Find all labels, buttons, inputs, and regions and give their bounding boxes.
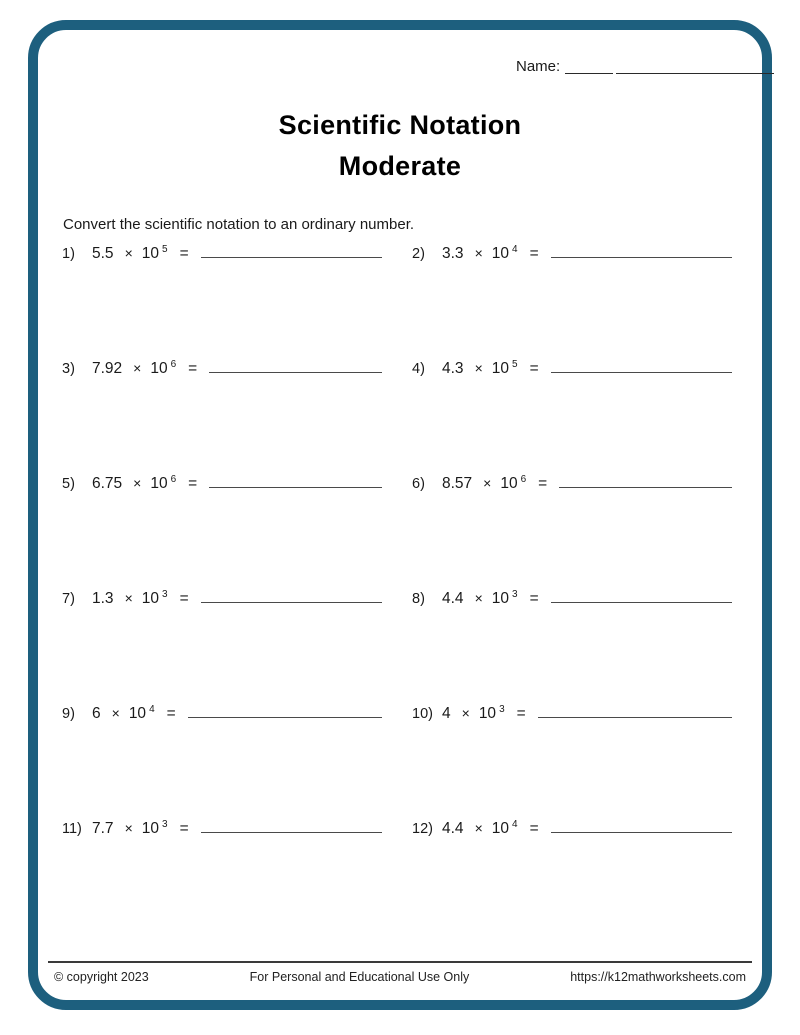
problem-coefficient: 3.3	[442, 245, 464, 262]
problem-coefficient: 4.4	[442, 590, 464, 607]
base-ten: 10	[141, 590, 159, 607]
answer-blank[interactable]	[209, 487, 382, 488]
equals-sign: =	[538, 475, 548, 492]
base-ten: 10	[491, 590, 509, 607]
problem-number: 4)	[412, 361, 425, 377]
footer	[48, 961, 752, 984]
answer-blank[interactable]	[551, 257, 732, 258]
problem-item	[62, 359, 382, 474]
answer-blank[interactable]	[538, 717, 732, 718]
problem-number: 8)	[412, 591, 425, 607]
footer-divider	[48, 961, 752, 963]
answer-blank[interactable]	[201, 602, 382, 603]
equals-sign: =	[529, 245, 539, 262]
name-blank[interactable]	[616, 73, 774, 74]
multiplication-sign: ×	[111, 705, 120, 721]
problem-number: 5)	[62, 476, 75, 492]
worksheet-title	[0, 105, 800, 187]
problem-exponent: 3	[162, 589, 168, 600]
equals-sign: =	[529, 820, 539, 837]
base-ten: 10	[150, 360, 168, 377]
problem-item	[62, 704, 382, 819]
equals-sign: =	[529, 590, 539, 607]
instruction-text: Convert the scientific notation to an ordinary number.	[63, 216, 415, 233]
multiplication-sign: ×	[124, 245, 133, 261]
problem-item	[62, 474, 382, 589]
base-ten: 10	[491, 360, 509, 377]
multiplication-sign: ×	[124, 590, 133, 606]
problem-coefficient: 5.5	[92, 245, 114, 262]
base-ten: 10	[491, 245, 509, 262]
multiplication-sign: ×	[474, 360, 483, 376]
problem-number: 9)	[62, 706, 75, 722]
equals-sign: =	[166, 705, 176, 722]
problem-coefficient: 4	[442, 705, 451, 722]
problem-coefficient: 4.3	[442, 360, 464, 377]
problem-number: 12)	[412, 821, 433, 837]
equals-sign: =	[516, 705, 526, 722]
multiplication-sign: ×	[133, 475, 142, 491]
problem-number: 1)	[62, 246, 75, 262]
problem-number: 6)	[412, 476, 425, 492]
problem-item	[412, 244, 732, 359]
problem-exponent: 5	[512, 359, 518, 370]
name-row	[516, 58, 774, 76]
answer-blank[interactable]	[201, 257, 382, 258]
title-line-2: Moderate	[338, 151, 462, 181]
problem-number: 10)	[412, 706, 433, 722]
base-ten: 10	[500, 475, 518, 492]
answer-blank[interactable]	[559, 487, 732, 488]
equals-sign: =	[179, 590, 189, 607]
problem-exponent: 5	[162, 244, 168, 255]
problem-number: 3)	[62, 361, 75, 377]
problem-coefficient: 1.3	[92, 590, 114, 607]
problem-item	[412, 589, 732, 704]
problem-item	[412, 819, 732, 934]
problem-exponent: 3	[162, 819, 168, 830]
answer-blank[interactable]	[201, 832, 382, 833]
equals-sign: =	[188, 360, 198, 377]
problem-exponent: 3	[512, 589, 518, 600]
problem-exponent: 4	[149, 704, 155, 715]
problem-coefficient: 6	[92, 705, 101, 722]
problem-coefficient: 7.92	[92, 360, 123, 377]
base-ten: 10	[141, 245, 159, 262]
answer-blank[interactable]	[209, 372, 382, 373]
title-line-1: Scientific Notation	[278, 110, 522, 140]
base-ten: 10	[491, 820, 509, 837]
footer-url: https://k12mathworksheets.com	[570, 970, 746, 984]
base-ten: 10	[478, 705, 497, 722]
problem-coefficient: 7.7	[92, 820, 114, 837]
multiplication-sign: ×	[461, 705, 470, 721]
problem-item	[412, 474, 732, 589]
problem-item	[62, 244, 382, 359]
problem-exponent: 6	[170, 474, 177, 485]
problem-coefficient: 4.4	[442, 820, 464, 837]
problem-number: 7)	[62, 591, 75, 607]
answer-blank[interactable]	[551, 832, 732, 833]
footer-copyright: © copyright 2023	[54, 970, 149, 984]
multiplication-sign: ×	[483, 475, 492, 491]
problem-exponent: 6	[170, 359, 177, 370]
answer-blank[interactable]	[551, 372, 732, 373]
answer-blank[interactable]	[188, 717, 382, 718]
base-ten: 10	[141, 820, 159, 837]
equals-sign: =	[188, 475, 198, 492]
equals-sign: =	[529, 360, 539, 377]
problem-exponent: 4	[512, 819, 518, 830]
multiplication-sign: ×	[133, 360, 142, 376]
multiplication-sign: ×	[474, 820, 483, 836]
equals-sign: =	[179, 245, 189, 262]
base-ten: 10	[128, 705, 147, 722]
problem-exponent: 3	[499, 704, 505, 715]
multiplication-sign: ×	[474, 245, 483, 261]
problem-number: 2)	[412, 246, 425, 262]
multiplication-sign: ×	[474, 590, 483, 606]
problem-item	[412, 359, 732, 474]
problem-exponent: 6	[520, 474, 527, 485]
multiplication-sign: ×	[124, 820, 133, 836]
problems-grid	[62, 244, 732, 934]
problem-item	[62, 589, 382, 704]
name-label: Name:	[516, 58, 561, 75]
base-ten: 10	[150, 475, 168, 492]
problem-item	[412, 704, 732, 819]
problem-item	[62, 819, 382, 934]
problem-coefficient: 6.75	[92, 475, 123, 492]
equals-sign: =	[179, 820, 189, 837]
answer-blank[interactable]	[551, 602, 732, 603]
problem-exponent: 4	[512, 244, 518, 255]
problem-number: 11)	[62, 821, 82, 837]
name-blank[interactable]	[565, 73, 613, 74]
footer-usage: For Personal and Educational Use Only	[249, 970, 470, 984]
problem-coefficient: 8.57	[442, 475, 473, 492]
